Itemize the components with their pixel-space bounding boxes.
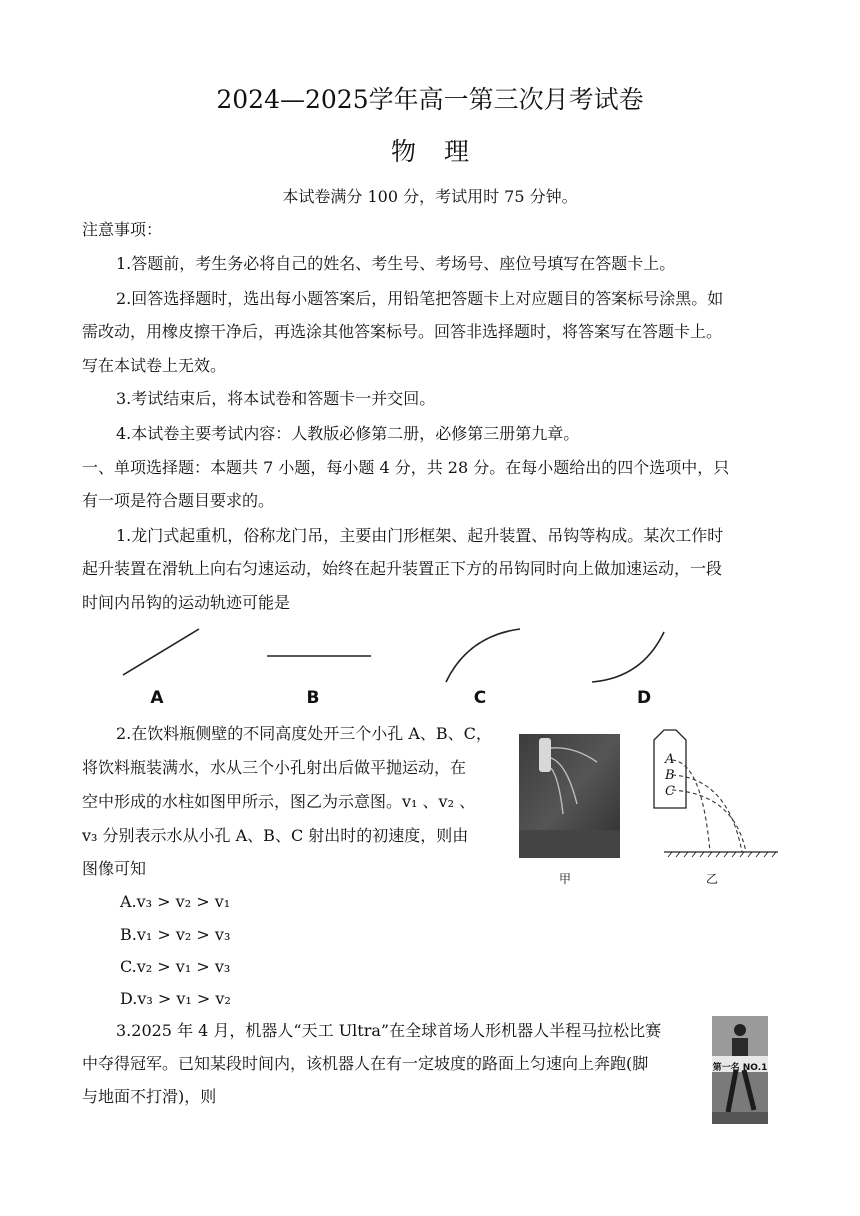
hole-c-label: C [665,784,675,799]
notes-item-3: 3.考试结束后，将本试卷和答题卡一并交回。 [116,389,436,408]
robot-photo-caption: 第一名 NO.1 [712,1063,768,1073]
q1-option-c-label: C [473,688,487,708]
notes-item-4: 4.本试卷主要考试内容：人教版必修第二册，必修第三册第九章。 [116,424,580,443]
exam-info: 本试卷满分 100 分，考试用时 75 分钟。 [282,187,578,206]
q3-line-3: 与地面不打滑)，则 [82,1087,217,1106]
q1-option-a-label: A [150,688,164,708]
q3-line-1: 3.2025 年 4 月，机器人“天工 Ultra”在全球首场人形机器人半程马拉松比赛 [116,1021,662,1040]
jet-b-dashed [672,775,742,852]
q2-figure-jia-label: 甲 [559,872,572,886]
q2-line-5: 图像可知 [82,859,147,878]
q2-line-1: 2.在饮料瓶侧壁的不同高度处开三个小孔 A、B、C， [116,724,492,743]
exam-title: 2024—2025学年高一第三次月考试卷 [216,85,644,114]
section-1-line-2: 有一项是符合题目要求的。 [82,491,275,510]
jet-a-dashed [672,760,710,852]
jet-c-dashed [672,790,746,852]
notes-item-2-line-2: 需改动，用橡皮擦干净后，再选涂其他答案标号。回答非选择题时，将答案写在答题卡上。 [82,322,723,341]
notes-item-1: 1.答题前，考生务必将自己的姓名、考生号、考场号、座位号填写在答题卡上。 [116,254,676,273]
q2-option-c: C.v₂ > v₁ > v₃ [120,957,231,976]
notes-item-2-line-3: 写在本试卷上无效。 [82,356,227,375]
q1-line-2: 起升装置在滑轨上向右匀速运动，始终在起升装置正下方的吊钩同时向上做加速运动，一段 [82,559,723,578]
bottle-shape [539,738,551,772]
trajectory-c-concave-down-curve [446,629,520,682]
hole-b-label: B [665,768,675,783]
q1-trajectory-figures [0,620,860,700]
trajectory-a-straight-diagonal [123,629,199,675]
q1-option-b-label: B [306,688,320,708]
q1-line-1: 1.龙门式起重机，俗称龙门吊，主要由门形框架、起升装置、吊钩等构成。某次工作时 [116,526,724,545]
hole-a-label: A [665,752,675,767]
q2-line-2: 将饮料瓶装满水，水从三个小孔射出后做平抛运动，在 [82,758,467,777]
section-1-line-1: 一、单项选择题：本题共 7 小题，每小题 4 分，共 28 分。在每小题给出的四个选项中，只 [82,458,730,477]
notes-heading: 注意事项： [82,220,163,239]
notes-item-2-line-1: 2.回答选择题时，选出每小题答案后，用铅笔把答题卡上对应题目的答案标号涂黑。如 [116,289,724,308]
robot-head [734,1024,746,1036]
q2-option-a: A.v₃ > v₂ > v₁ [120,892,231,911]
q2-figure-jia-photo [519,734,620,858]
subject-title: 物理 [390,137,497,166]
q3-line-2: 中夺得冠军。已知某段时间内，该机器人在有一定坡度的路面上匀速向上奔跑(脚 [82,1054,649,1073]
q2-line-4: v₃ 分别表示水从小孔 A、B、C 射出时的初速度，则由 [82,826,469,845]
trajectory-d-concave-up-curve [592,632,664,682]
q2-figure-yi-label: 乙 [706,872,719,886]
q1-option-d-label: D [636,688,652,708]
q2-option-b: B.v₁ > v₂ > v₃ [120,925,231,944]
q2-line-3: 空中形成的水柱如图甲所示，图乙为示意图。v₁ 、v₂ 、 [82,792,476,811]
q2-option-d: D.v₃ > v₁ > v₂ [120,989,231,1008]
q1-line-3: 时间内吊钩的运动轨迹可能是 [82,593,291,612]
